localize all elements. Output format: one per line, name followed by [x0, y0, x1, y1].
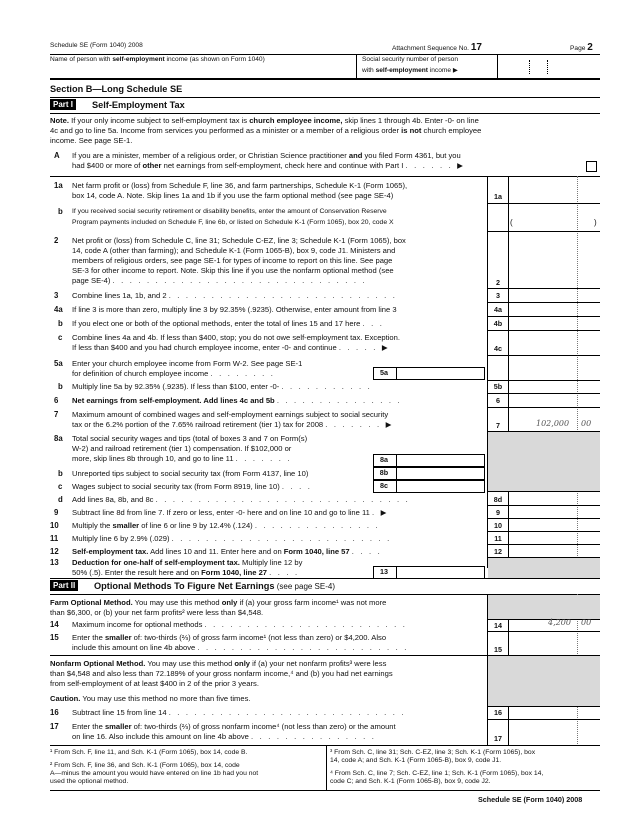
line-4c-text-1: Combine lines 4a and 4b. If less than $400, stop; you do not owe self-employment tax. Exception. — [72, 333, 400, 342]
section-rule — [50, 97, 600, 98]
line-5b-label: b — [58, 382, 63, 391]
line-7-text-1: Maximum amount of combined wages and self-employment earnings subject to social security — [72, 410, 389, 419]
box-10: 10 — [494, 521, 502, 530]
rule-1a — [487, 203, 600, 204]
line-14-cents: 00 — [581, 618, 592, 627]
rule-4c — [487, 355, 600, 356]
line-8b-label: b — [58, 469, 63, 478]
line-10-text: Multiply the smaller of line 6 or line 9 by 12.4% (.124) . . . . . . . . . . . . . . . — [72, 521, 380, 530]
line-13-label: 13 — [50, 558, 59, 567]
footnote-bottom-rule — [50, 790, 600, 791]
rule-1b — [487, 231, 600, 232]
box-13-divider — [396, 566, 397, 578]
shade-13 — [488, 558, 600, 578]
box-9: 9 — [496, 508, 500, 517]
note-line-1: Note. If your only income subject to self-employment tax is church employee income, skip lines 1 through 4b. Enter -0- on line — [50, 116, 479, 125]
ssn-label-1: Social security number of person — [362, 56, 459, 63]
rule-3 — [487, 302, 600, 303]
header-divider — [356, 54, 357, 78]
attachment-label: Attachment Sequence No. 17 — [392, 42, 482, 53]
farm-method-1: Farm Optional Method. You may use this method only if (a) your gross farm income¹ was not more — [50, 598, 387, 607]
ssn-divider — [497, 54, 498, 78]
rule-6 — [487, 407, 600, 408]
line-11-label: 11 — [50, 534, 59, 543]
section-title: Section B—Long Schedule SE — [50, 84, 183, 94]
box-3: 3 — [496, 291, 500, 300]
header-rule — [50, 54, 600, 55]
footnote-3-line-2: 14, code A; and Sch. K-1 (Form 1065-B), box 9, code J1. — [330, 757, 502, 764]
farm-method-2: than $6,300, or (b) your net farm profits² were less than $4,548. — [50, 608, 264, 617]
box-8b-divider — [396, 467, 397, 479]
rule-10 — [487, 531, 600, 532]
footnote-3-line-1: ³ From Sch. C, line 31; Sch. C-EZ, line 3; Sch. K-1 (Form 1065), box — [330, 749, 536, 756]
part1-rule — [50, 113, 600, 114]
nonfarm-method-1: Nonfarm Optional Method. You may use this method only if (a) your net nonfarm profits³ were less — [50, 659, 387, 668]
line-8a-label: 8a — [54, 434, 63, 443]
line-4a-label: 4a — [54, 305, 63, 314]
box-17: 17 — [494, 734, 502, 743]
line-4b-text: If you elect one or both of the optional methods, enter the total of lines 15 and 17 here . . . — [72, 319, 385, 328]
rule-16 — [487, 719, 600, 720]
line-4c-text-2: If less than $400 and you had church employee income, enter -0- and continue . . . . . ▶ — [72, 343, 390, 352]
line-a-text-2: had $400 or more of other net earnings from self-employment, check here and continue with Part I . . . . . . ▶ — [72, 161, 466, 170]
line-4c-label: c — [58, 333, 63, 342]
line-10-label: 10 — [50, 521, 59, 530]
line-6-label: 6 — [54, 396, 59, 405]
paren-1b-open: ( — [510, 218, 513, 227]
name-label: Name of person with self-employment income (as shown on Form 1040) — [50, 56, 265, 63]
line-2-text-2: 14, code A (other than farming); and Schedule K-1 (Form 1065-B), box 9, code J1. Ministers and — [72, 246, 396, 255]
line-1b-text-1: If you received social security retirement or disability benefits, enter the amount of Conservation Reserve — [72, 208, 387, 215]
rule-9 — [487, 518, 600, 519]
box-5a-divider — [396, 367, 397, 379]
box-2: 2 — [496, 278, 500, 287]
line-14-text: Maximum income for optional methods . . . . . . . . . . . . . . . . . . . . . . . . — [72, 620, 408, 629]
line-7-text-2: tax or the 6.2% portion of the 7.65% railroad retirement (tier 1) tax for 2008 . . . . . . . ▶ — [72, 420, 394, 429]
box-7: 7 — [496, 421, 500, 430]
box-8b: 8b — [379, 468, 389, 477]
line-1a-text-1: Net farm profit or (loss) from Schedule F, line 36, and farm partnerships, Schedule K-1 (Form 1065), — [72, 181, 408, 190]
line-1a-text-2: box 14, code A. Note. Skip lines 1a and 1b if you use the farm optional method (see page SE-4) — [72, 191, 394, 200]
cents-divider — [577, 176, 578, 568]
line-8a-text-2: W-2) and railroad retirement (tier 1) compensation. If $102,000 or — [72, 444, 292, 453]
note-line-2: 4c and go to line 5a. Income from services you performed as a minister or a member of a religious order is not church employee — [50, 126, 482, 135]
nonfarm-method-2: than $4,548 and also less than 72.189% of your gross nonfarm income,⁴ and (b) you had net earnings — [50, 669, 393, 678]
line-2-text-5: page SE-4) . . . . . . . . . . . . . . . . . . . . . . . . . . . . . . — [72, 276, 367, 285]
line-8b-text: Unreported tips subject to social security tax (from Form 4137, line 10) — [72, 469, 309, 478]
box-15: 15 — [494, 645, 502, 654]
box-8d: 8d — [493, 495, 503, 504]
footnote-divider — [326, 745, 327, 790]
shade-nonfarm — [488, 656, 600, 706]
box-16: 16 — [494, 708, 502, 717]
footnote-2-line-3: used the optional method. — [50, 778, 129, 785]
footnote-4-line-1: ⁴ From Sch. C, line 7; Sch. C-EZ, line 1; Sch. K-1 (Form 1065), box 14, — [330, 770, 544, 777]
line-5a-label: 5a — [54, 359, 63, 368]
line-13-text-1: Deduction for one-half of self-employment tax. Multiply line 12 by — [72, 558, 303, 567]
footnote-2-line-1: ² From Sch. F, line 36, and Sch. K-1 (Form 1065), box 14, code — [50, 762, 240, 769]
caution: Caution. You may use this method no more than five times. — [50, 694, 251, 703]
line-14-label: 14 — [50, 620, 59, 629]
line-8c-label: c — [58, 482, 63, 491]
rule-5b — [487, 393, 600, 394]
line-6-text: Net earnings from self-employment. Add lines 4c and 5b . . . . . . . . . . . . . . . — [72, 396, 402, 405]
rule-11 — [487, 544, 600, 545]
line-1b-text-2: Program payments included on Schedule F, line 6b, or listed on Schedule K-1 (Form 1065), box 20, code X — [72, 219, 394, 226]
rule-5a — [487, 380, 600, 381]
rule-14 — [487, 631, 600, 632]
rule-2 — [487, 288, 600, 289]
line-3-label: 3 — [54, 291, 59, 300]
header-bottom-rule — [50, 78, 600, 80]
line-a-rule — [50, 176, 600, 177]
line-17-text-2: on line 16. Also include this amount on line 4b above . . . . . . . . . . . . . . . — [72, 732, 376, 741]
ssn-input[interactable] — [505, 60, 595, 74]
line-15-text-2: include this amount on line 4b above . . . . . . . . . . . . . . . . . . . . . . . . . — [72, 643, 409, 652]
line-3-text: Combine lines 1a, 1b, and 2 . . . . . . . . . . . . . . . . . . . . . . . . . . . — [72, 291, 398, 300]
box-4a: 4a — [494, 305, 502, 314]
line-16-text: Subtract line 15 from line 14 . . . . . . . . . . . . . . . . . . . . . . . . . . . . — [72, 708, 406, 717]
line-7-label: 7 — [54, 410, 59, 419]
box-4b: 4b — [493, 319, 503, 328]
part2-title: Optional Methods To Figure Net Earnings (see page SE-4) — [94, 581, 336, 591]
box-8c-divider — [396, 480, 397, 492]
line-2-text-3: members of religious orders, see page SE-1 for types of income to report on this line. See page — [72, 256, 393, 265]
line-11-text: Multiply line 6 by 2.9% (.029) . . . . . . . . . . . . . . . . . . . . . . . . . . — [72, 534, 392, 543]
box-5a: 5a — [380, 368, 388, 377]
footnote-2-line-2: A—minus the amount you would have entered on line 1b had you not — [50, 770, 259, 777]
page-number: Page 2 — [570, 42, 593, 53]
ssn-label-2: with self-employment income ▶ — [362, 67, 458, 74]
box-5b: 5b — [493, 382, 503, 391]
part1-tag: Part I — [50, 99, 76, 110]
line-2-text-1: Net profit or (loss) from Schedule C, line 31; Schedule C-EZ, line 3; Schedule K-1 (Form 1065), box — [72, 236, 406, 245]
line-15-label: 15 — [50, 633, 59, 642]
box-8a: 8a — [380, 455, 388, 464]
line-8a-text-1: Total social security wages and tips (total of boxes 3 and 7 on Form(s) — [72, 434, 308, 443]
box-8a-divider — [396, 454, 397, 466]
part2-top-rule — [50, 578, 600, 579]
line-9-label: 9 — [54, 508, 59, 517]
amount-1a-input[interactable] — [509, 192, 599, 203]
line-12-text: Self-employment tax. Add lines 10 and 11. Enter here and on Form 1040, line 57 . . . . — [72, 547, 382, 556]
part2-tag: Part II — [50, 580, 78, 591]
line-2-text-4: SE-3 for other income to report. Note. Skip this line if you use the nonfarm optional method (see — [72, 266, 394, 275]
line-17-label: 17 — [50, 722, 59, 731]
shade-farm — [488, 595, 600, 619]
form-id: Schedule SE (Form 1040) 2008 — [50, 42, 143, 49]
box-6: 6 — [496, 396, 500, 405]
line-5a-text-1: Enter your church employee income from Form W-2. See page SE-1 — [72, 359, 303, 368]
line-8c-text: Wages subject to social security tax (from Form 8919, line 10) . . . . — [72, 482, 313, 491]
line-a-text-1: If you are a minister, member of a religious order, or Christian Science practitioner and you filed Form 4361, but you — [72, 151, 461, 160]
line-7-cents: 00 — [581, 419, 592, 428]
rule-4b — [487, 330, 600, 331]
line-8a-text-3: more, skip lines 8b through 10, and go to line 11 . . . . . . . — [72, 454, 292, 463]
box-1a: 1a — [494, 192, 502, 201]
line-5a-text-2: for definition of church employee income . . . . . . . . — [72, 369, 276, 378]
box-4c: 4c — [494, 344, 502, 353]
rule-15b — [487, 706, 600, 707]
paren-1b-close: ) — [594, 218, 597, 227]
line-9-text: Subtract line 8d from line 7. If zero or less, enter -0- here and on line 10 and go to line 11 . ▶ — [72, 508, 389, 517]
rule-17 — [50, 745, 600, 746]
line-15-text-1: Enter the smaller of: two-thirds (⅔) of gross farm income¹ (not less than zero) or $4,200. Also — [72, 633, 387, 642]
line-1b-label: b — [58, 207, 63, 216]
line-8d-text: Add lines 8a, 8b, and 8c . . . . . . . . . . . . . . . . . . . . . . . . . . . . . . — [72, 495, 410, 504]
footer-form-id: Schedule SE (Form 1040) 2008 — [478, 795, 583, 804]
line-4a-text: If line 3 is more than zero, multiply line 3 by 92.35% (.9235). Otherwise, enter amount from line 3 — [72, 305, 397, 314]
rule-8c — [487, 491, 600, 492]
shade-8abc — [488, 432, 600, 491]
line-12-label: 12 — [50, 547, 59, 556]
footnote-4-line-2: code C; and Sch. K-1 (Form 1065-B), box 9, code J2. — [330, 778, 491, 785]
line-1a-label: 1a — [54, 181, 63, 190]
line-17-text-1: Enter the smaller of: two-thirds (⅔) of gross nonfarm income⁴ (not less than zero) or the amount — [72, 722, 396, 731]
note-line-3: income. See page SE-1. — [50, 136, 133, 145]
box-8c: 8c — [380, 481, 388, 490]
line-16-label: 16 — [50, 708, 59, 717]
rule-4a — [487, 316, 600, 317]
box-11: 11 — [494, 534, 502, 543]
line-14-amount: 4,200 — [548, 618, 571, 627]
line-a-label: A — [54, 151, 60, 160]
line-8d-label: d — [58, 495, 63, 504]
line-a-checkbox[interactable] — [586, 161, 597, 172]
line-5b-text: Multiply line 5a by 92.35% (.9235). If less than $100, enter -0- . . . . . . . . . . . — [72, 382, 372, 391]
footnote-1: ¹ From Sch. F, line 11, and Sch. K-1 (Form 1065), box 14, code B. — [50, 749, 248, 756]
box-13: 13 — [380, 567, 388, 576]
line-4b-label: b — [58, 319, 63, 328]
line-13-text-2: 50% (.5). Enter the result here and on Form 1040, line 27 . . . . — [72, 568, 300, 577]
part1-title: Self-Employment Tax — [92, 100, 185, 110]
box-12: 12 — [494, 547, 502, 556]
rule-8d — [487, 505, 600, 506]
nonfarm-method-3: from self-employment of at least $400 in 2 of the prior 3 years. — [50, 679, 259, 688]
box-14: 14 — [494, 621, 502, 630]
line-7-amount: 102,000 — [536, 419, 570, 428]
line-2-label: 2 — [54, 236, 59, 245]
